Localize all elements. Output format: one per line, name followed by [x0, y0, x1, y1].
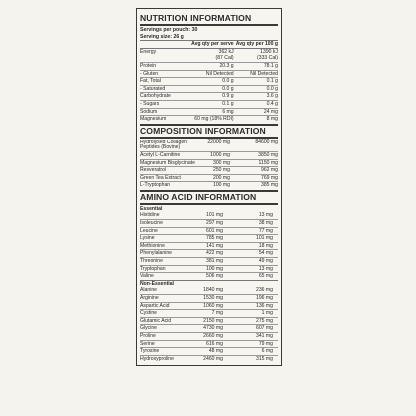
row-label: Tyrosine	[140, 348, 160, 355]
row-per-100g: 275 mg	[256, 317, 273, 324]
row-label: Cystine	[140, 310, 157, 317]
row-per-serve: 2660 mg	[203, 332, 223, 339]
row-per-100g: 54 mg	[258, 250, 273, 257]
row-per-100g: 101 mg	[256, 235, 273, 242]
nonessential-rows	[140, 287, 278, 362]
row-label: Aspartic Acid	[140, 302, 170, 309]
row-per-100g: 79 mg	[258, 340, 273, 347]
row-per-100g: 38 mg	[258, 220, 273, 227]
row-per-serve: 1060 mg	[203, 302, 223, 309]
nutrition-title: NUTRITION INFORMATION	[140, 13, 278, 26]
row-per-serve: 2150 mg	[203, 317, 223, 324]
row-label: - Saturated	[140, 85, 166, 92]
table-row	[140, 347, 278, 355]
row-label: Isoleucine	[140, 220, 163, 227]
serving-size: Serving size: 26 g	[140, 33, 184, 40]
header-per-serve: Avg qty per serve	[191, 41, 234, 48]
row-per-100g: 49 mg	[258, 258, 273, 265]
row-per-100g: 236 mg	[256, 287, 273, 294]
row-per-100g: 136 mg	[256, 302, 273, 309]
row-per-serve: 20.3 g	[219, 62, 234, 69]
row-per-serve: 601 mg	[206, 227, 223, 234]
row-per-serve: 1530 mg	[203, 295, 223, 301]
row-label	[140, 55, 189, 62]
composition-title: COMPOSITION INFORMATION	[140, 126, 278, 139]
row-per-100g: 18 mg	[258, 242, 273, 249]
table-row	[140, 287, 278, 294]
row-per-serve: 60 mg (18% RDI)	[194, 116, 234, 123]
row-per-100g: 3.6 g	[266, 93, 278, 100]
table-row	[140, 272, 278, 280]
row-per-serve: 0.0 g	[222, 78, 234, 85]
amino-title: AMINO ACID INFORMATION	[140, 192, 278, 205]
table-row	[140, 355, 278, 363]
row-per-100g: 385 mg	[261, 182, 278, 189]
table-row	[140, 151, 278, 159]
table-row	[140, 317, 278, 325]
row-per-100g: 13 mg	[258, 265, 273, 272]
row-label: Serine	[140, 340, 155, 347]
row-per-serve: 250 mg	[213, 167, 230, 174]
row-label: Alanine	[140, 287, 157, 294]
row-per-serve: 48 mg	[208, 348, 223, 355]
row-per-100g: 1150 mg	[258, 159, 278, 166]
row-per-100g: 196 mg	[256, 295, 273, 301]
row-per-100g: 6 mg	[261, 348, 273, 355]
row-per-serve: 4730 mg	[203, 325, 223, 332]
essential-label: Essential	[140, 205, 163, 212]
row-label: Energy	[140, 48, 157, 55]
table-row	[140, 227, 278, 235]
row-per-100g: 315 mg	[256, 355, 273, 362]
row-per-serve: 785 mg	[206, 235, 223, 242]
table-row	[140, 249, 278, 257]
table-row	[140, 49, 278, 56]
table-row	[140, 100, 278, 108]
row-label: - Gluten	[140, 70, 159, 77]
row-label: Glycine	[140, 325, 157, 332]
table-row	[140, 294, 278, 302]
table-row	[140, 332, 278, 340]
nutrition-panel	[136, 8, 282, 366]
row-per-100g: 607 mg	[256, 325, 273, 332]
essential-rows	[140, 212, 278, 279]
row-per-100g: 1390 kJ	[260, 48, 278, 55]
row-per-serve: 0.0 g	[222, 85, 234, 92]
row-per-serve: 297 mg	[206, 220, 223, 227]
row-per-serve: Nil Detected	[205, 70, 234, 77]
row-per-serve: 100 mg	[213, 182, 230, 189]
row-label: Green Tea Extract	[140, 174, 181, 181]
table-row	[140, 212, 278, 219]
row-label: Lysine	[140, 235, 155, 242]
row-per-100g: 769 mg	[261, 174, 278, 181]
row-label: Protein	[140, 62, 157, 69]
table-row	[140, 309, 278, 317]
row-per-serve: 422 mg	[206, 250, 223, 257]
row-per-100g: 1 mg	[261, 310, 273, 317]
table-row	[140, 302, 278, 310]
row-label: - Sugars	[140, 100, 160, 107]
table-row	[140, 77, 278, 85]
row-per-100g: Nil Detected	[250, 70, 278, 77]
row-per-serve: 616 mg	[206, 340, 223, 347]
table-row	[140, 219, 278, 227]
row-per-serve: 200 mg	[213, 174, 230, 181]
table-row	[140, 85, 278, 93]
row-label: Arginine	[140, 295, 159, 301]
table-row	[140, 340, 278, 348]
row-label: Valine	[140, 273, 154, 280]
row-label: Methionine	[140, 242, 165, 249]
table-row	[140, 265, 278, 273]
row-label: Hydroxyproline	[140, 355, 174, 362]
row-per-serve: (87 Cal)	[215, 55, 234, 62]
row-per-serve: 0.1 g	[222, 100, 234, 107]
row-per-100g: 13 mg	[258, 212, 273, 219]
table-row	[140, 324, 278, 332]
row-label: Leucine	[140, 227, 158, 234]
row-per-serve: 1000 mg	[210, 151, 230, 158]
row-label: Phenylalanine	[140, 250, 173, 257]
row-label: Glutamic Acid	[140, 317, 172, 324]
row-per-100g: 0.4 g	[266, 100, 278, 107]
table-row	[140, 234, 278, 242]
row-per-100g: (333 Cal)	[257, 55, 278, 62]
row-label: Resveratrol	[140, 167, 167, 174]
row-label: Magnesium Bisglycinate	[140, 159, 195, 166]
row-per-serve: 6 mg	[222, 108, 234, 115]
row-per-100g: 78.1 g	[263, 62, 278, 69]
row-per-serve: 101 mg	[206, 212, 223, 219]
table-row	[140, 55, 278, 62]
row-per-100g: 0.0 g	[266, 85, 278, 92]
row-per-serve: 362 kJ	[218, 48, 234, 55]
row-per-serve: 1840 mg	[203, 287, 223, 294]
table-row	[140, 140, 278, 151]
table-row	[140, 159, 278, 167]
row-per-serve: 22000 mg	[207, 138, 230, 145]
row-label: Hydrolysed Collagen Peptides (Bovine)	[140, 139, 188, 151]
row-label: L-Tryptophan	[140, 182, 171, 189]
nutrition-header-row	[140, 40, 278, 49]
row-per-100g: 24 mg	[263, 108, 278, 115]
row-per-100g: 84600 mg	[255, 138, 278, 145]
row-label: Histidine	[140, 212, 160, 219]
row-per-serve: 0.9 g	[222, 93, 234, 100]
row-label: Threonine	[140, 258, 163, 265]
nonessential-label: Non-Essential	[140, 280, 278, 288]
table-row	[140, 166, 278, 174]
row-per-100g: 65 mg	[258, 273, 273, 280]
row-label: Magnesium	[140, 116, 167, 123]
table-row	[140, 70, 278, 78]
row-per-serve: 2460 mg	[203, 355, 223, 362]
row-label: Sodium	[140, 108, 158, 115]
table-row	[140, 242, 278, 250]
servings-per-pouch: Servings per pouch: 30	[140, 27, 198, 33]
row-per-serve: 300 mg	[213, 159, 230, 166]
row-label: Fat, Total	[140, 78, 161, 85]
header-per-100g: Avg qty per 100 g	[235, 41, 278, 48]
row-label: Carbohydrate	[140, 93, 171, 100]
table-row	[140, 115, 278, 123]
table-row	[140, 108, 278, 116]
row-per-100g: 77 mg	[258, 227, 273, 234]
row-label: Acetyl L-Carnitine	[140, 151, 181, 158]
table-row	[140, 174, 278, 182]
table-row	[140, 257, 278, 265]
nutrition-rows	[140, 49, 278, 123]
table-row	[140, 62, 278, 70]
composition-rows	[140, 140, 278, 189]
header-blank	[140, 41, 189, 48]
row-per-serve: 7 mg	[211, 310, 223, 317]
row-per-100g: 341 mg	[256, 332, 273, 339]
row-per-100g: 962 mg	[261, 167, 278, 174]
table-row	[140, 92, 278, 100]
row-per-serve: 100 mg	[206, 265, 223, 272]
row-label: Proline	[140, 332, 156, 339]
table-row	[140, 181, 278, 189]
row-label: Tryptophan	[140, 265, 166, 272]
row-per-100g: 0.1 g	[266, 78, 278, 85]
row-per-100g: 8 mg	[266, 116, 278, 123]
row-per-100g: 3850 mg	[258, 151, 278, 158]
row-per-serve: 381 mg	[206, 258, 223, 265]
row-per-serve: 506 mg	[206, 273, 223, 280]
row-per-serve: 141 mg	[206, 242, 223, 249]
